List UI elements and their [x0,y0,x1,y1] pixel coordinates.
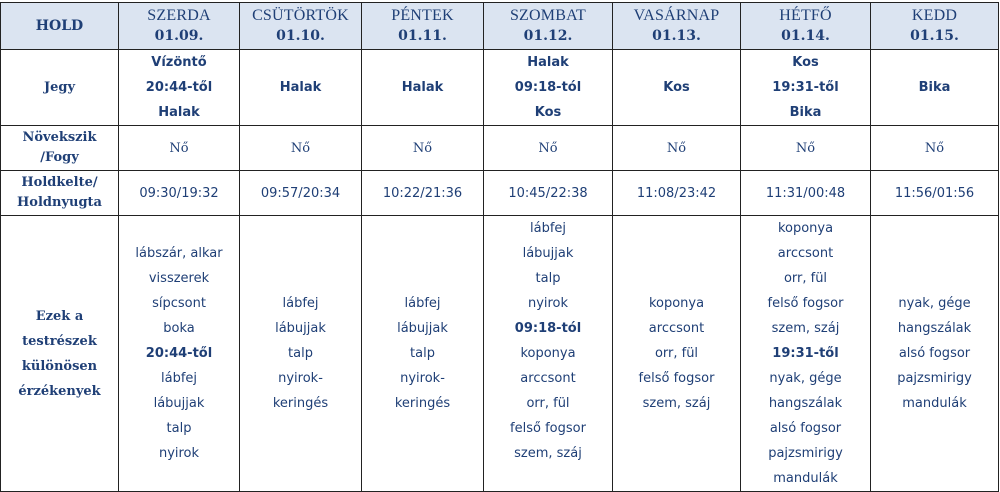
body-part-line: nyak, gége [898,296,971,311]
day-date: 01.15. [910,28,959,44]
row-label-line: Holdkelte/ [21,175,98,190]
body-part-line: nyirok [527,296,569,311]
zodiac-cell [362,50,484,126]
zodiac-cell [871,50,999,126]
body-part-line: nyirok- [278,371,323,386]
row-label-line: Holdnyugta [17,195,102,210]
day-name: SZERDA [147,7,211,24]
day-name: HÉTFŐ [779,7,832,24]
body-part-line: talp [166,421,192,436]
body-part-line: alsó fogsor [769,421,842,436]
row-label-testreszek [1,216,119,492]
moonrise-cell: 09:30/19:32 [119,171,240,216]
row-label-novekszik [1,126,119,171]
body-part-line: keringés [394,396,451,411]
zodiac-line: Kos [663,80,690,95]
body-part-line: 20:44-től [145,346,213,361]
body-part-line: talp [535,271,561,286]
zodiac-line: Kos [534,105,562,120]
row-label-line: különösen [21,358,98,374]
novekszik-row [1,126,999,171]
day-header [240,3,362,50]
day-header [484,3,613,50]
phase-cell: Nő [741,126,871,171]
row-label-line: Növekszik [22,130,97,145]
body-part-line: lábfej [404,296,441,311]
day-name: CSÜTÖRTÖK [252,7,349,24]
body-part-line: arccsont [648,321,705,336]
holdkelte-row [1,171,999,216]
body-part-line: talp [288,346,313,361]
body-parts-row [1,216,999,492]
moon-table [0,2,999,492]
zodiac-line: 09:18-tól [514,80,582,95]
moonrise-cell: 11:56/01:56 [871,171,999,216]
zodiac-line: Halak [158,105,200,120]
body-parts-cell [484,216,613,492]
zodiac-line: Kos [792,55,819,70]
phase-cell: Nő [484,126,613,171]
body-part-line: arccsont [777,246,834,261]
moon-calendar [0,2,999,492]
zodiac-line: 20:44-től [145,80,213,95]
body-part-line: nyirok [158,446,200,461]
body-part-line: pajzsmirigy [897,371,972,386]
row-label-line: testrészek [22,333,97,349]
body-part-line: koponya [520,346,576,361]
row-label-holdkelte [1,171,119,216]
body-part-line: szem, száj [771,321,840,336]
body-part-line: lábujjak [153,396,205,411]
phase-cell: Nő [240,126,362,171]
zodiac-line: Halak [401,80,444,95]
phase-cell: Nő [362,126,484,171]
day-header [362,3,484,50]
body-part-line: lábszár, alkar [135,246,223,261]
body-part-line: felső fogsor [510,421,586,436]
body-parts-cell [741,216,871,492]
zodiac-line: Halak [527,55,569,70]
body-part-line: pajzsmirigy [768,446,843,461]
day-header [741,3,871,50]
day-header [613,3,741,50]
row-label-jegy: Jegy [1,50,119,126]
body-part-line: orr, fül [526,396,570,411]
body-part-line: nyirok- [400,371,445,386]
body-part-line: koponya [777,221,834,236]
body-parts-cell [240,216,362,492]
body-part-line: lábujjak [397,321,448,336]
row-label-line: /Fogy [40,150,79,165]
body-part-line: felső fogsor [638,371,715,386]
body-part-line: nyak, gége [769,371,842,386]
day-header [871,3,999,50]
body-part-line: hangszálak [897,321,972,336]
zodiac-line: Halak [279,80,322,95]
body-part-line: sípcsont [152,296,206,311]
zodiac-cell [240,50,362,126]
jegy-row [1,50,999,126]
body-part-line: visszerek [148,271,210,286]
body-part-line: arccsont [520,371,576,386]
zodiac-line: Vízöntő [151,55,207,70]
moonrise-cell: 09:57/20:34 [240,171,362,216]
body-part-line: hangszálak [768,396,843,411]
phase-cell: Nő [871,126,999,171]
day-name: PÉNTEK [391,7,454,24]
day-header [119,3,240,50]
day-date: 01.13. [652,28,701,44]
body-part-line: mandulák [773,471,838,486]
day-name: SZOMBAT [509,7,587,24]
zodiac-cell [119,50,240,126]
zodiac-cell [484,50,613,126]
phase-cell: Nő [613,126,741,171]
body-part-line: lábujjak [275,321,326,336]
body-part-line: lábfej [282,296,319,311]
moonrise-cell: 10:45/22:38 [484,171,613,216]
body-part-line: 09:18-tól [514,321,582,336]
zodiac-cell [613,50,741,126]
zodiac-line: Bika [918,80,951,95]
day-date: 01.11. [398,28,447,44]
body-parts-cell [871,216,999,492]
body-part-line: mandulák [902,396,967,411]
body-part-line: boka [163,321,195,336]
phase-cell: Nő [119,126,240,171]
body-parts-cell [119,216,240,492]
row-label-line: érzékenyek [18,383,101,399]
body-part-line: felső fogsor [767,296,844,311]
day-name: KEDD [911,7,958,24]
day-date: 01.14. [781,28,830,44]
body-part-line: 19:31-től [772,346,839,361]
body-part-line: talp [410,346,435,361]
moonrise-cell: 11:08/23:42 [613,171,741,216]
body-part-line: lábujjak [522,246,574,261]
moonrise-cell: 11:31/00:48 [741,171,871,216]
row-label-line: Ezek a [35,308,84,324]
zodiac-cell [741,50,871,126]
body-part-line: keringés [272,396,329,411]
day-date: 01.12. [523,28,573,44]
moonrise-cell: 10:22/21:36 [362,171,484,216]
body-part-line: szem, száj [514,446,582,461]
day-date: 01.09. [154,28,204,44]
body-parts-cell [613,216,741,492]
body-part-line: szem, száj [642,396,711,411]
header-row [1,3,999,50]
zodiac-line: 19:31-től [772,80,839,95]
day-name: VASÁRNAP [633,7,720,24]
body-part-line: orr, fül [783,271,828,286]
zodiac-line: Bika [789,105,822,120]
body-part-line: alsó fogsor [898,346,971,361]
body-part-line: lábfej [529,221,567,236]
day-date: 01.10. [276,28,325,44]
body-part-line: koponya [648,296,705,311]
corner-header: HOLD [1,3,119,50]
body-part-line: lábfej [160,371,198,386]
body-part-line: orr, fül [654,346,699,361]
body-parts-cell [362,216,484,492]
